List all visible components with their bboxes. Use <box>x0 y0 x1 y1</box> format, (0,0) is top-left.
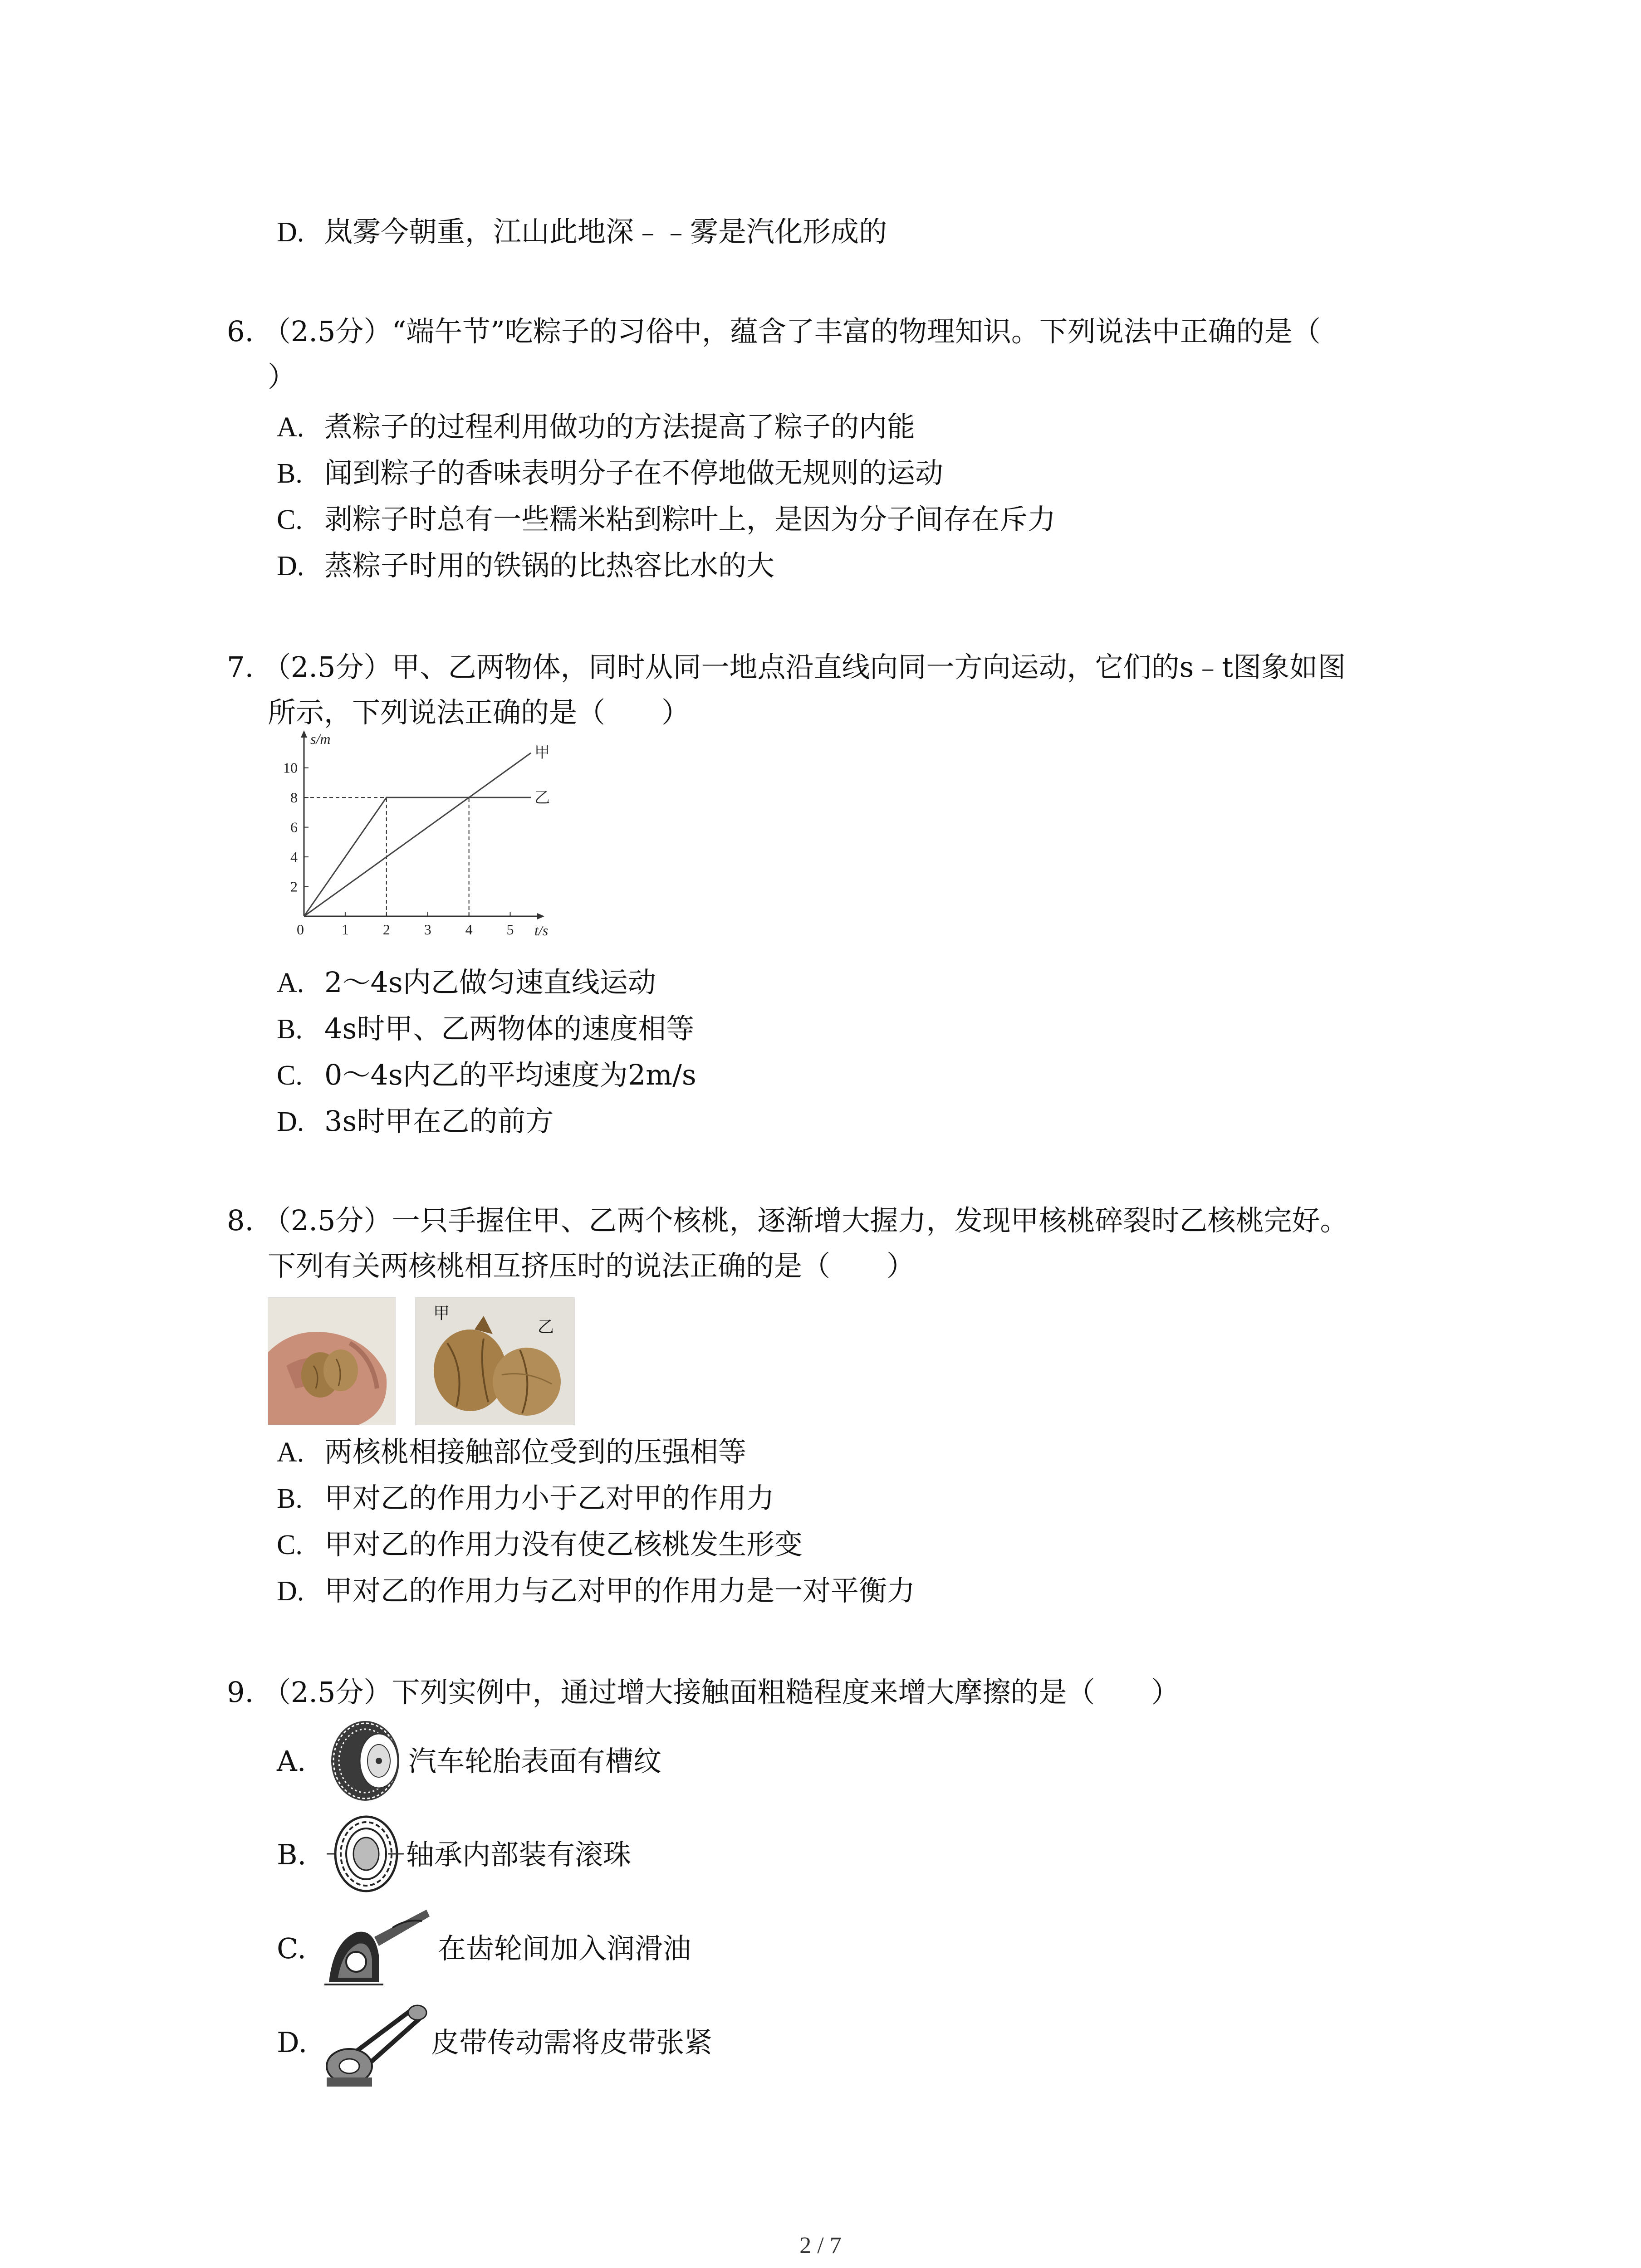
option-text: 蒸粽子时用的铁锅的比热容比水的大 <box>324 549 775 582</box>
page-number: 2 / 7 <box>799 2233 842 2258</box>
q8-stem: 8. （2.5分）一只手握住甲、乙两个核桃，逐渐增大握力，发现甲核桃碎裂时乙核桃完好。 <box>227 1204 1348 1237</box>
q9-stem: 9. （2.5分）下列实例中，通过增大接触面粗糙程度来增大摩擦的是（ ） <box>227 1676 1180 1709</box>
option-text: 3s时甲在乙的前方 <box>324 1105 554 1138</box>
q9-option-d-text: 皮带传动需将皮带张紧 <box>431 2026 713 2059</box>
option-label: C. <box>277 1530 303 1560</box>
x-tick-label: 1 <box>341 921 349 938</box>
q8-stem-cont: 下列有关两核桃相互挤压时的说法正确的是（ ） <box>268 1249 915 1282</box>
y-tick-label: 4 <box>290 849 298 865</box>
option-label: A. <box>277 1437 304 1468</box>
tire-icon <box>324 1719 406 1803</box>
q7-stem-cont: 所示，下列说法正确的是（ ） <box>268 696 690 729</box>
option-label: C. <box>277 504 303 535</box>
hand-holding-walnuts-photo <box>268 1297 396 1425</box>
option-label: D. <box>277 1106 304 1137</box>
series-line-yi <box>304 797 531 916</box>
belt-drive-icon <box>324 1994 429 2089</box>
q8-option-b <box>277 1481 775 1515</box>
option-text: 闻到粽子的香味表明分子在不停地做无规则的运动 <box>324 456 944 489</box>
y-tick-label: 2 <box>290 878 298 895</box>
q6-option-d <box>277 549 775 582</box>
option-label: D. <box>277 1576 304 1607</box>
q9-option-a-label: A. <box>277 1745 306 1778</box>
st-graph <box>254 726 554 962</box>
option-text: 煮粽子的过程利用做功的方法提高了粽子的内能 <box>324 410 916 443</box>
series-label-jia: 甲 <box>534 743 550 762</box>
q9-option-b-text: 轴承内部装有滚珠 <box>406 1838 632 1871</box>
y-axis-arrow <box>301 730 307 738</box>
x-axis-arrow <box>537 913 544 919</box>
option-text: 4s时甲、乙两物体的速度相等 <box>324 1012 695 1045</box>
option-text: 甲对乙的作用力与乙对甲的作用力是一对平衡力 <box>324 1574 916 1607</box>
x-tick-label: 4 <box>465 921 473 938</box>
photo-label-jia: 甲 <box>433 1304 450 1323</box>
q7-option-a <box>277 968 656 997</box>
y-tick-label: 10 <box>283 759 298 776</box>
q7-option-d <box>277 1107 554 1136</box>
x-tick-label: 0 <box>297 921 304 938</box>
option-text: 岚雾今朝重，江山此地深﹣﹣雾是汽化形成的 <box>324 215 887 248</box>
q6-option-c <box>277 505 1056 534</box>
q9-option-c-text: 在齿轮间加入润滑油 <box>438 1932 691 1965</box>
q9-option-d-label: D. <box>277 2026 308 2059</box>
q7-option-c <box>277 1058 696 1091</box>
option-label: A. <box>277 412 304 443</box>
option-label: A. <box>277 968 304 998</box>
option-label: B. <box>277 1014 303 1045</box>
option-text: 剥粽子时总有一些糯米粘到粽叶上，是因为分子间存在斥力 <box>324 503 1056 536</box>
series-line-jia <box>304 753 531 916</box>
option-text: 两核桃相接触部位受到的压强相等 <box>324 1435 747 1468</box>
option-label: C. <box>277 1060 303 1091</box>
x-tick-label: 5 <box>506 921 514 938</box>
option-text: 甲对乙的作用力小于乙对甲的作用力 <box>324 1481 775 1515</box>
option-text: 2～4s内乙做匀速直线运动 <box>324 966 656 999</box>
q8-option-d <box>277 1574 916 1607</box>
st-graph-svg <box>254 726 554 962</box>
q8-option-a <box>277 1435 747 1468</box>
option-label: D. <box>277 551 304 582</box>
bearing-icon <box>324 1812 406 1896</box>
option-label: B. <box>277 1483 303 1514</box>
q9-option-a-text: 汽车轮胎表面有槽纹 <box>408 1745 662 1778</box>
q9-option-b-label: B. <box>277 1838 307 1871</box>
y-axis-label: s/m <box>310 731 331 747</box>
x-tick-label: 2 <box>382 921 390 938</box>
q7-stem: 7. （2.5分）甲、乙两物体，同时从同一地点沿直线向同一方向运动，它们的s﹣t图象如图 <box>227 650 1346 684</box>
series-label-yi: 乙 <box>534 789 550 807</box>
q6-option-a <box>277 410 916 443</box>
x-tick-label: 3 <box>424 921 431 938</box>
q6-option-b <box>277 456 944 489</box>
q6-stem: 6. （2.5分）“端午节”吃粽子的习俗中，蕴含了丰富的物理知识。下列说法中正确的是（ <box>227 315 1321 348</box>
q6-stem-cont: ） <box>268 360 296 393</box>
x-axis-label: t/s <box>534 922 549 938</box>
option-label: D. <box>277 217 304 248</box>
q8-option-c <box>277 1530 803 1559</box>
q5-option-d <box>277 215 887 248</box>
option-text: 0～4s内乙的平均速度为2m/s <box>324 1058 696 1091</box>
photo-label-yi: 乙 <box>538 1318 554 1336</box>
y-tick-label: 6 <box>290 819 298 836</box>
option-text: 甲对乙的作用力没有使乙核桃发生形变 <box>324 1528 803 1561</box>
q9-option-c-label: C. <box>277 1932 306 1965</box>
oil-can-icon <box>324 1901 433 1989</box>
q7-option-b <box>277 1012 695 1045</box>
y-tick-label: 8 <box>290 789 298 806</box>
option-label: B. <box>277 458 303 489</box>
